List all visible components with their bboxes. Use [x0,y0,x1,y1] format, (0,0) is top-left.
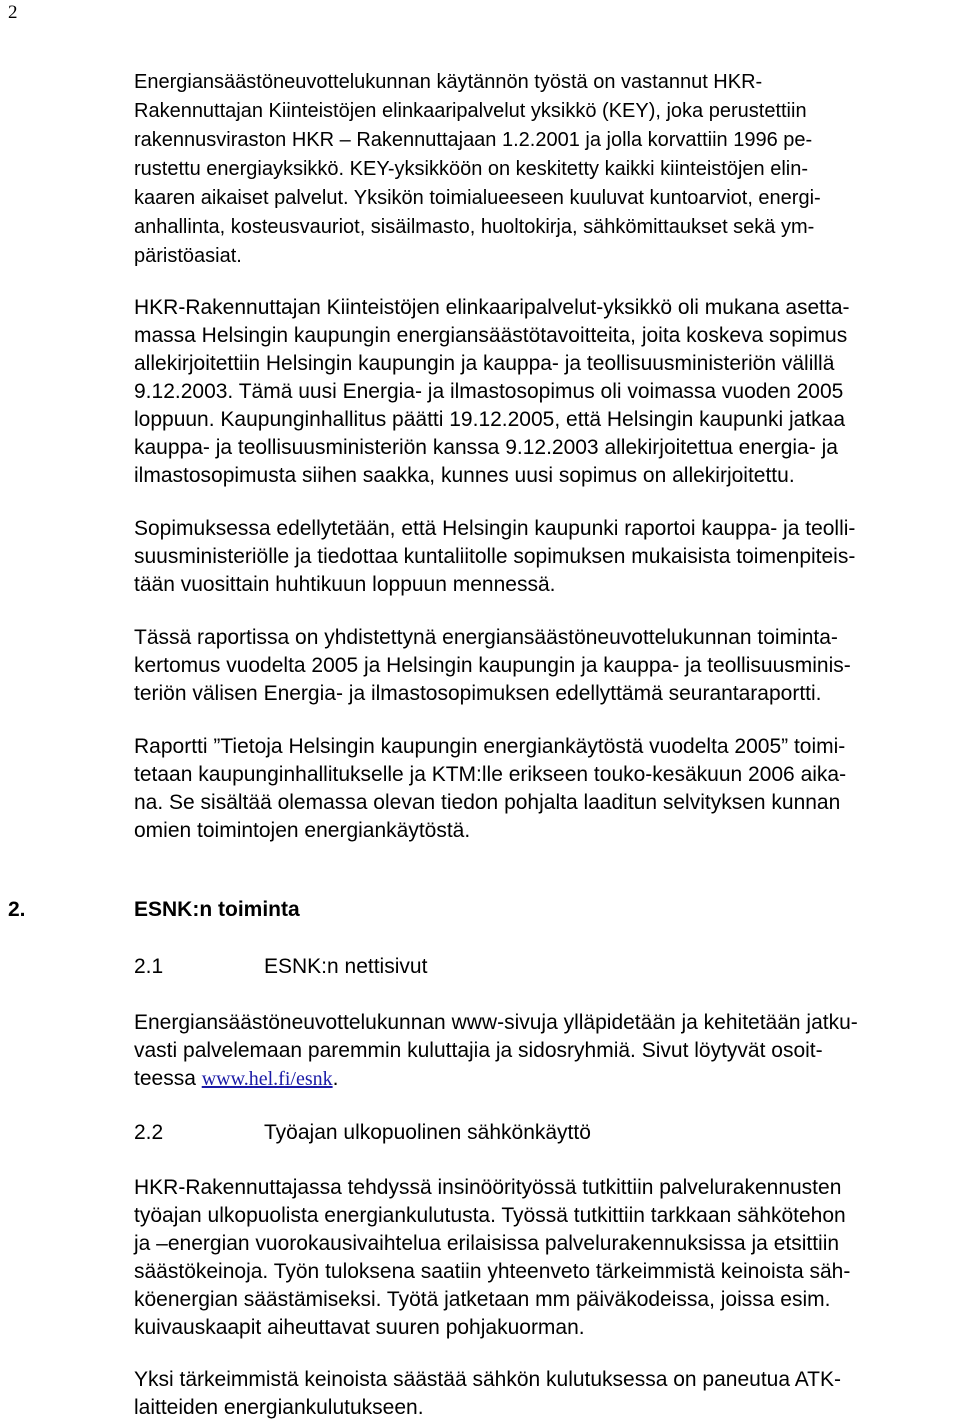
text-line: na. Se sisältää olemassa olevan tiedon pohjalta laaditun selvityksen kunnan [134,791,841,814]
text-line: Sopimuksessa edellytetään, että Helsingin kaupunki raportoi kauppa- ja teolli- [134,517,856,540]
text-line: HKR-Rakennuttajan Kiinteistöjen elinkaaripalvelut-yksikkö oli mukana asetta- [134,296,850,319]
text-line: laitteiden energiankulutukseen. [134,1396,424,1419]
text-line: rakennusviraston HKR – Rakennuttajaan 1.2.2001 ja jolla korvattiin 1996 pe- [134,129,813,151]
body-text [134,68,956,845]
section-title: ESNK:n nettisivut [264,955,428,978]
text-fragment: teessa [134,1067,202,1090]
text-line: tään vuosittain huhtikuun loppuun mennessä. [134,573,556,596]
off-hours-electricity-paragraph [134,1174,956,1342]
text-line: anhallinta, kosteusvauriot, sisäilmasto, huoltokirja, sähkömittaukset sekä ym- [134,216,815,238]
report-contents-paragraph [134,624,956,708]
section-number: 2.1 [134,955,164,978]
chapter-title: ESNK:n toiminta [134,898,300,921]
text-line: vasti palvelemaan paremmin kuluttajia ja sidosryhmiä. Sivut löytyvät osoit- [134,1039,823,1062]
esnk-website-link[interactable]: www.hel.fi/esnk [201,1068,333,1090]
text-line: teriön välisen Energia- ja ilmastosopimuksen edellyttämä seurantaraportti. [134,682,822,705]
text-line: köenergian säästämiseksi. Työtä jatketaan mm päiväkodeissa, joissa esim. [134,1288,831,1311]
web-pages-paragraph [134,1009,956,1093]
text-line: massa Helsingin kaupungin energiansäästötavoitteita, joita koskeva sopimus [134,324,848,347]
text-line: 9.12.2003. Tämä uusi Energia- ja ilmastosopimus oli voimassa vuoden 2005 [134,380,844,403]
text-line: Yksi tärkeimmistä keinoista säästää sähkön kulutuksessa on paneutua ATK- [134,1368,841,1391]
text-line: kuivauskaapit aiheuttavat suuren pohjakuorman. [134,1316,585,1339]
text-line: Rakennuttajan Kiinteistöjen elinkaaripalvelut yksikkö (KEY), joka perustettiin [134,100,807,122]
text-line: päristöasiat. [134,245,242,267]
text-fragment: . [332,1067,339,1090]
text-line: rustettu energiayksikkö. KEY-yksikköön on keskitetty kaikki kiinteistöjen elin- [134,158,809,180]
text-line: säästökeinoja. Työn tuloksena saatiin yhteenveto tärkeimmistä keinoista säh- [134,1260,851,1283]
section-heading-2-2 [134,1119,591,1147]
text-line [134,1065,956,1093]
text-line: Tässä raportissa on yhdistettynä energiansäästöneuvottelukunnan toiminta- [134,626,838,649]
text-line: Energiansäästöneuvottelukunnan www-sivuja ylläpidetään ja kehitetään jatku- [134,1011,858,1034]
text-line: allekirjoitettiin Helsingin kaupungin ja kauppa- ja teollisuusministeriön välillä [134,352,835,375]
section-number: 2.2 [134,1121,164,1144]
text-line: kertomus vuodelta 2005 ja Helsingin kaupungin ja kauppa- ja teollisuusminis- [134,654,851,677]
text-line: ilmastosopimusta siihen saakka, kunnes uusi sopimus on allekirjoitettu. [134,464,795,487]
page-number: 2 [8,2,18,23]
section-title: Työajan ulkopuolinen sähkönkäyttö [264,1121,591,1144]
agreement-paragraph [134,294,956,490]
intro-paragraph [134,68,956,271]
energy-report-paragraph [134,733,956,845]
section-heading-2-1 [134,953,427,981]
text-line: kaaren aikaiset palvelut. Yksikön toimialueeseen kuuluvat kuntoarviot, energi- [134,187,821,209]
text-line: omien toimintojen energiankäytöstä. [134,819,471,842]
text-line: suusministeriölle ja tiedottaa kuntaliitolle sopimuksen mukaisista toimenpiteis- [134,545,856,568]
text-line: tetaan kaupunginhallitukselle ja KTM:lle erikseen touko-kesäkuun 2006 aika- [134,763,847,786]
text-line: loppuun. Kaupunginhallitus päätti 19.12.2005, että Helsingin kaupunki jatkaa [134,408,846,431]
text-line: ja –energian vuorokausivaihtelua erilaisissa palvelurakennuksissa ja etsittiin [134,1232,840,1255]
text-line: työajan ulkopuolista energiankulutusta. Työssä tutkittiin tarkkaan sähkötehon [134,1204,846,1227]
text-line: HKR-Rakennuttajassa tehdyssä insinöörityössä tutkittiin palvelurakennusten [134,1176,842,1199]
it-equipment-paragraph [134,1366,956,1422]
text-line: Energiansäästöneuvottelukunnan käytännön työstä on vastannut HKR- [134,71,763,93]
chapter-number: 2. [8,898,26,921]
text-line: Raportti ”Tietoja Helsingin kaupungin energiankäytöstä vuodelta 2005” toimi- [134,735,846,758]
reporting-paragraph [134,515,956,599]
text-line: kauppa- ja teollisuusministeriön kanssa 9.12.2003 allekirjoitettua energia- ja [134,436,838,459]
